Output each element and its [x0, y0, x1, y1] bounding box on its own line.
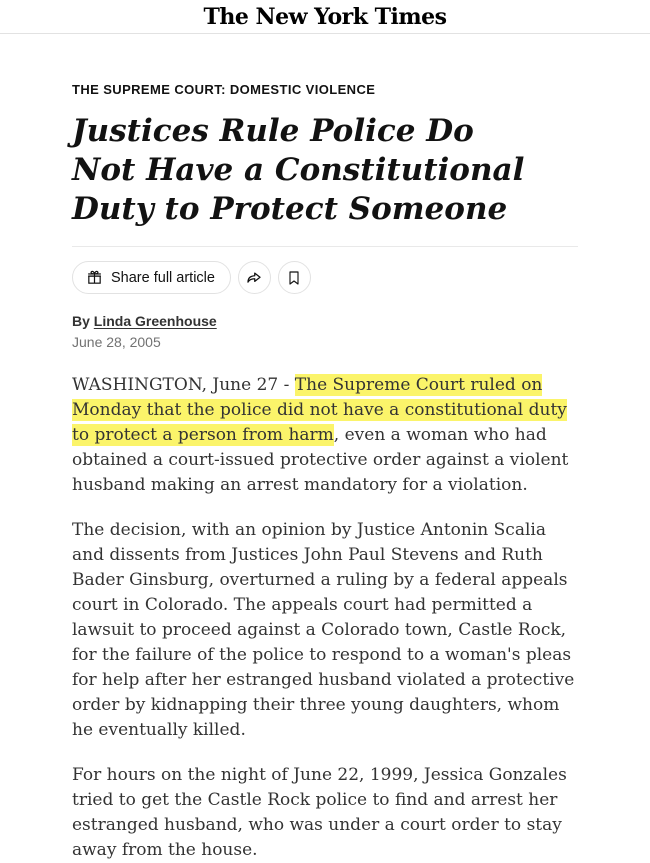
article-headline: Justices Rule Police Do Not Have a Constitutional Duty to Protect Someone	[72, 113, 525, 227]
article-content	[72, 82, 578, 863]
paragraph-1-prefix: WASHINGTON, June 27 -	[72, 375, 295, 395]
byline	[72, 313, 578, 329]
paragraph-1-suffix: , even a woman who had obtained a court-issued protective order against a violent husband making an arrest mandatory for a violation.	[72, 425, 569, 495]
share-button[interactable]	[238, 261, 271, 294]
section-kicker: THE SUPREME COURT: DOMESTIC VIOLENCE	[72, 82, 376, 97]
nyt-logo[interactable]: The New York Times	[203, 3, 447, 30]
byline-prefix: By	[72, 313, 94, 329]
author-link[interactable]: Linda Greenhouse	[93, 313, 217, 329]
bookmark-icon	[286, 270, 302, 286]
headline-divider	[72, 246, 578, 247]
share-arrow-icon	[245, 269, 263, 287]
share-full-article-button[interactable]	[72, 261, 231, 294]
paragraph-3: For hours on the night of June 22, 1999, Jessica Gonzales tried to get the Castle Rock police to find and arrest her estranged husband, who was under a court order to stay away from the house.	[72, 765, 567, 860]
masthead	[0, 0, 650, 34]
paragraph-1	[72, 373, 578, 498]
article-toolbar	[72, 261, 578, 294]
save-button[interactable]	[278, 261, 311, 294]
publication-date: June 28, 2005	[72, 334, 161, 350]
share-full-article-label: Share full article	[111, 269, 215, 286]
gift-icon	[86, 269, 103, 286]
article-body	[72, 373, 578, 863]
highlighted-text: The Supreme Court ruled on Monday that the police did not have a constitutional duty to protect a person from harm	[72, 375, 567, 445]
paragraph-2: The decision, with an opinion by Justice Antonin Scalia and dissents from Justices John Paul Stevens and Ruth Bader Ginsburg, overturned a ruling by a federal appeals court in Colorado. The appeals court had permitted a lawsuit to proceed against a Colorado town, Castle Rock, for the failure of the police to respond to a woman's pleas for help after her estranged husband violated a protective order by kidnapping their three young daughters, whom he eventually killed.	[72, 520, 575, 740]
